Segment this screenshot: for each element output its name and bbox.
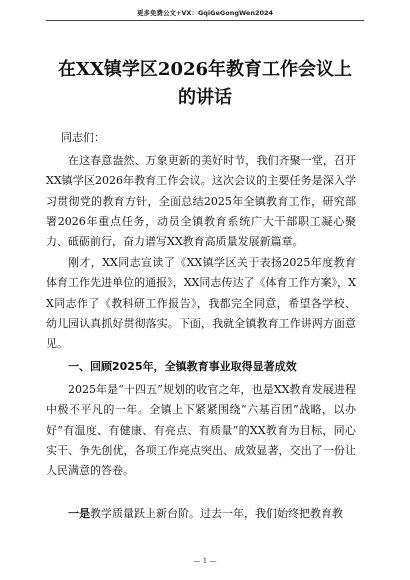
paragraph-lead-text: 教学质量跃上新台阶。过去一年，我们始终把教育教 [90,507,343,520]
page-number: — 1 — [193,557,217,565]
document-title: 在XX镇学区2026年教育工作会议上的讲话 [57,59,353,108]
greeting: 同志们： [61,131,105,144]
header-note: 更多免费公文+VX：GqiGeGongWen2024 [136,9,274,17]
paragraph-review: 2025年是“十四五”规划的收官之年，也是XX教育发展进程中极不平凡的一年。全镇上下紧紧围绕“六基百团”战略，以办好“有温度、有健康、有亮点、有质量”的XX教育为目标，同心实干、争先创优，各项工作亮点突出、成效显著，交出了一份让人民满意的答卷。 [46,383,356,478]
paragraph-lead: 一是 [68,507,90,520]
paragraph-opening: 在这春意盎然、万象更新的美好时节，我们齐聚一堂，召开XX镇学区2026年教育工作会议。这次会议的主要任务是深入学习贯彻党的教育方针，全面总结2025年全镇教育工作，研究部署2026年重点任务，动员全镇教育系统广大干部职工凝心聚力、砥砺前行，奋力谱写XX教育高质量发展新篇章。 [46,154,356,249]
section-heading: 一、回顾2025年，全镇教育事业取得显著成效 [68,360,297,373]
paragraph-teaching-quality [46,504,356,524]
paragraph-agenda: 刚才，XX同志宣读了《XX镇学区关于表扬2025年度教育体育工作先进单位的通报》，XX同志传达了《体育工作方案》，XX同志作了《教科研工作报告》，我都完全同意，希望各学校、幼儿园认真抓好贯彻落实。下面，我就全镇教育工作讲两方面意见。 [46,256,356,351]
header-divider [46,20,364,21]
